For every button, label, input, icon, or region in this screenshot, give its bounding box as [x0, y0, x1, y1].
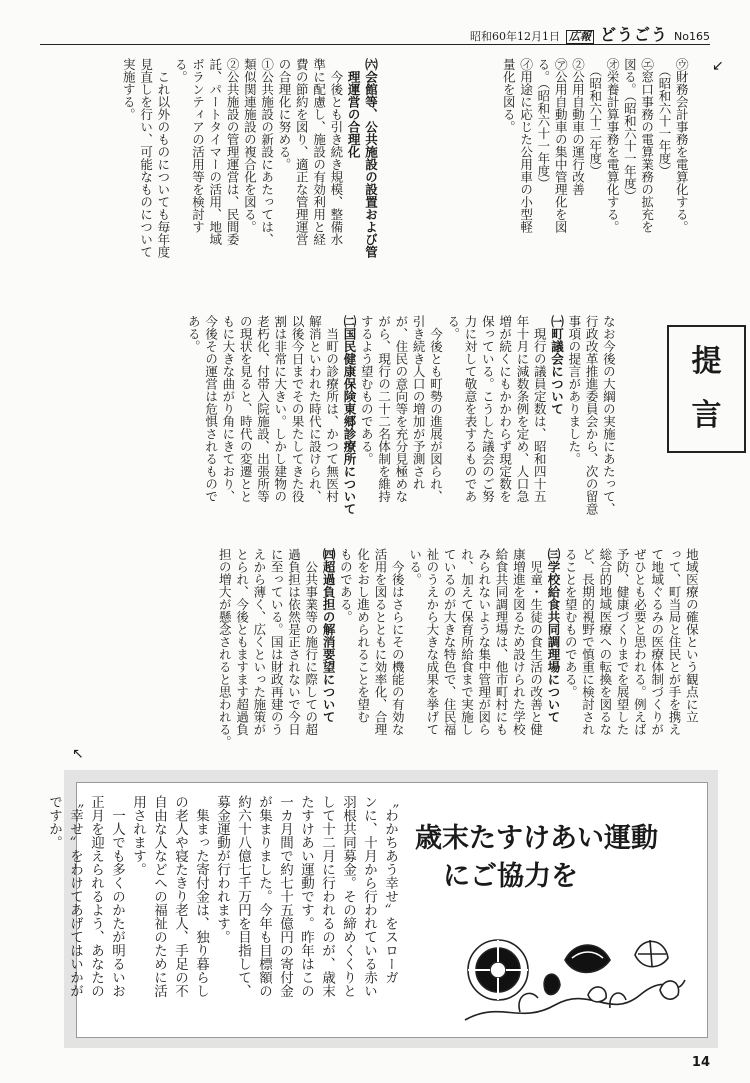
text-line: 当町の診療所は、かつて無医村 [324, 315, 340, 503]
text-line: 解消といわれた時代に設けられ、 [307, 315, 323, 503]
charity-text-line: 約六十八億七千万円を目指して、 [235, 795, 251, 998]
text-line: ものである。 [338, 548, 354, 623]
text-line: するよう望むものである。 [359, 315, 375, 465]
text-line: 増が続くにもかかわらず現定数を [497, 315, 513, 503]
text-line: 割は非常に大きい。しかし建物の [272, 315, 288, 503]
arrow-mark-bottom: ↖ [72, 746, 84, 762]
text-line: 今後その運営は危惧されるもので [203, 315, 219, 503]
text-line: ②公用自動車の運行改善 [570, 58, 586, 196]
charity-text-line: が集まりました。今年も目標額の [256, 795, 272, 998]
text-line: 総合的地域医療への転換を図るな [597, 548, 613, 736]
column-lower-right [216, 548, 700, 763]
text-line: 老朽化、付帯入院施設、出張所等 [255, 315, 271, 503]
section-heading: ㈢学校給食共同調理場について [545, 548, 561, 723]
column-mid-right [185, 315, 617, 530]
charity-text-line: 一カ月間で約七十五億円の寄付金 [277, 795, 293, 998]
charity-text-line: 自由な人などへの福祉のために活 [151, 795, 167, 998]
text-line: て地域ぐるみの医療体制づくりが [649, 548, 665, 736]
section-heading: ㈣超過負担の解消要望について [321, 548, 337, 723]
text-line: の現状を見ると、時代の変遷とと [238, 315, 254, 503]
paper-name: どうごう [600, 25, 669, 44]
arrow-mark-top: ↙ [712, 58, 724, 74]
text-line: えから薄く、広くといった施策が [251, 548, 267, 736]
text-line: 化をおし進められることを望む [355, 548, 371, 723]
column-upper-right [500, 58, 690, 298]
text-line: 公共事業等の施行に際しての超 [303, 548, 319, 736]
charity-text-line: 正月を迎えられるよう、あなたの [88, 795, 104, 998]
text-line: 祉のうえから大きな成果を挙げて [424, 548, 440, 736]
text-line: ぜひとも必要と思われる。例えば [632, 548, 648, 736]
page-number: 14 [691, 1055, 710, 1070]
text-line: る。 [445, 315, 461, 340]
section-heading: ㈡国民健康保険東郷診療所について [341, 315, 357, 515]
text-line: 費の節約を図り、適正な管理運営 [294, 58, 310, 246]
text-line: 引き続き人口の増加が予測され [411, 315, 427, 490]
text-line: 康増進を図るため設けられた学校 [511, 548, 527, 736]
text-line: もに大きな曲がり角にきており、 [220, 315, 236, 503]
section-heading: ㈥会館等、公共施設の設置および管 [363, 58, 379, 258]
paper-label: 広報 [566, 30, 594, 44]
teigen-box [667, 325, 746, 453]
text-line: 過負担は依然是正されないで今日 [286, 548, 302, 736]
charity-text-line: 〝幸せ〟をわけてあげてはいかが [67, 795, 83, 998]
text-line: 量化を図る。 [501, 58, 517, 133]
page-header [40, 16, 710, 45]
text-line: がら、現行の二十二名体制を維持 [376, 315, 392, 503]
text-line: 行政改革推進委員会から、次の留意 [584, 315, 600, 515]
charity-text-line: 集まった寄付金は、独り暮らし [193, 795, 209, 998]
text-line: ㋐公用自動車の集中管理化を図 [553, 58, 569, 233]
charity-text-line: 用されます。 [130, 795, 146, 876]
text-line: 保っている。こうした議会のご努 [480, 315, 496, 503]
teigen-char-2: 言 [691, 398, 722, 433]
text-line: みられないような集中管理が図ら [476, 548, 492, 736]
text-line: 担の増大が懸念されると思われる。 [217, 548, 233, 748]
charity-title-line-1: 歳末たすけあい運動 [415, 823, 658, 854]
charity-text-line: ンに、十月から行われている赤い [361, 795, 377, 998]
text-line: 予防、健康づくりまでを展望した [615, 548, 631, 736]
issue-date: 昭和60年12月1日 [470, 30, 561, 43]
text-line: これ以外のものについても毎年度 [155, 58, 171, 258]
column-upper-left [120, 58, 379, 298]
text-line: 事項の提言がありました。 [566, 315, 582, 465]
text-line: 見直しを行い、可能なものについて [138, 58, 154, 258]
teigen-char-1: 提 [691, 344, 722, 379]
text-line: 児童・生徒の食生活の改善と健 [528, 548, 544, 736]
charity-title-line-2: にご協力を [443, 861, 578, 892]
section-heading: ㈠町議会について [549, 315, 565, 415]
text-line: 今後とも引き続き規模、整備水 [328, 58, 344, 246]
text-line: 類似関連施設の複合化を図る。 [242, 58, 258, 233]
charity-text-line: の老人や寝たきり老人、手足の不 [172, 795, 188, 998]
charity-box-title [415, 820, 658, 896]
text-line: ているのが大きな特色で、住民福 [442, 548, 458, 736]
text-line: いる。 [407, 548, 423, 586]
text-line: る。（昭和六十一年度） [535, 58, 551, 190]
text-line: 地域医療の確保という観点に立 [684, 548, 700, 723]
charity-text-line: 〝わかちあう幸せ〟をスローガ [382, 795, 398, 984]
text-line: 年十月に減数条例を定め、人口急 [514, 315, 530, 503]
text-line: ㋒財務会計事務を電算化する。 [674, 58, 690, 233]
text-line: 図る。（昭和六十一年度） [622, 58, 638, 202]
text-line: 現行の議員定数は、昭和四十五 [532, 315, 548, 503]
charity-text-line: して十二月に行われるのが、歳末 [319, 795, 335, 998]
header-meta [470, 22, 710, 45]
morning-glory-illustration [460, 900, 690, 1030]
text-line: ボランティアの活用等を検討す [190, 58, 206, 233]
text-line: ①公共施設の新設にあたっては、 [259, 58, 275, 246]
text-line: ることを望むものである。 [563, 548, 579, 698]
text-line: 給食共同調理場は、他市町村にも [494, 548, 510, 736]
text-line: とられ、今後ともますます超過負 [234, 548, 250, 736]
charity-text-line: 募金運動が行われます。 [214, 795, 230, 944]
text-line: ㋑用途に応じた公用車の小型軽 [518, 58, 534, 233]
text-line: （昭和六十一年度） [656, 58, 672, 177]
text-line: が、住民の意向等を充分見極めな [393, 315, 409, 503]
text-line: って、町当局と住民とが手を携え [667, 548, 683, 736]
section-heading: 理運営の合理化 [346, 58, 362, 158]
text-line: （昭和六十二年度） [587, 58, 603, 177]
text-line: 力に対して敬意を表するものであ [463, 315, 479, 503]
text-line: ②公共施設の管理運営は、民間委 [225, 58, 241, 246]
text-line: なお今後の大綱の実施にあたって、 [601, 315, 617, 515]
charity-text-line: ですか。 [46, 795, 62, 849]
text-line: 活用を図るとともに効率化、合理 [372, 548, 388, 736]
charity-text-line: たすけあい運動です。昨年はこの [298, 795, 314, 998]
text-line: ど、長期的視野で慎重に検討され [580, 548, 596, 736]
text-line: れ、加えて保育所給食まで実施し [459, 548, 475, 736]
text-line: の合理化に努める。 [276, 58, 292, 171]
text-line: ㋓窓口事務の電算業務の拡充を [639, 58, 655, 233]
text-line: ㋔栄養計算事務を電算化する。 [605, 58, 621, 233]
charity-text-line: 一人でも多くのかたが明るいお [109, 795, 125, 998]
text-line: る。 [173, 58, 189, 83]
text-line: 準に配慮し、施設の有効利用と経 [311, 58, 327, 246]
text-line: ある。 [186, 315, 202, 353]
text-line: に至っている。国は財政再建のう [269, 548, 285, 736]
charity-box-text [46, 795, 400, 1027]
text-line: 今後はさらにその機能の有効な [390, 548, 406, 736]
issue-number: No165 [674, 30, 710, 43]
text-line: 今後とも町勢の進展が図られ、 [428, 315, 444, 503]
text-line: 実施する。 [121, 58, 137, 121]
text-line: 託、パートタイマーの活用、地域 [207, 58, 223, 246]
charity-text-line: 羽根共同募金。その締めくくりと [340, 795, 356, 998]
text-line: 以後今日までその果たしてきた役 [290, 315, 306, 503]
